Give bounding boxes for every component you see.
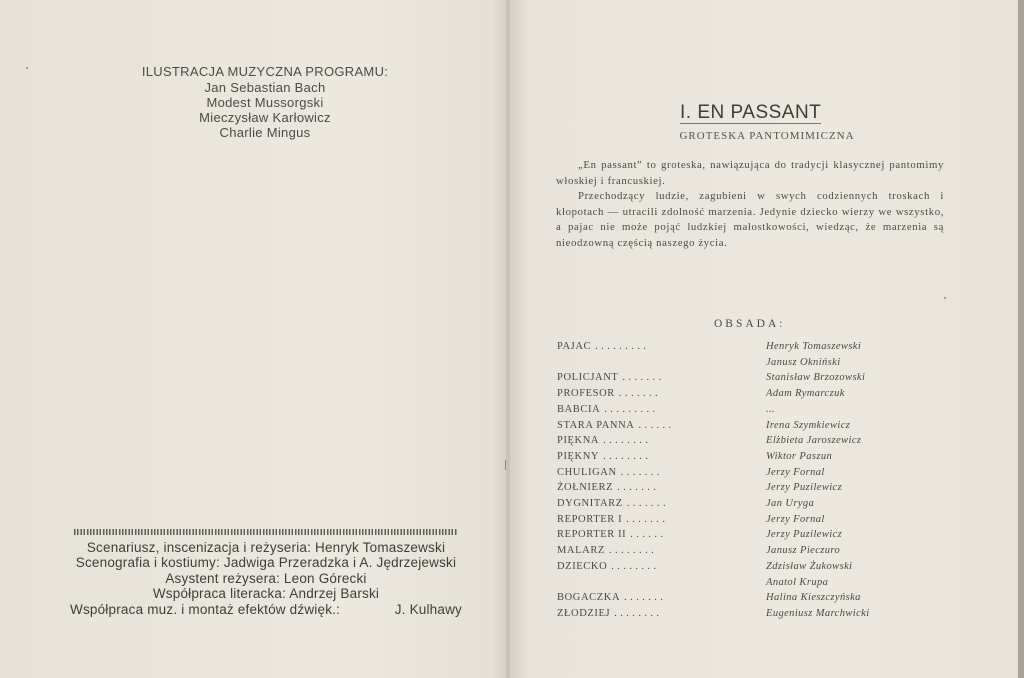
cast-role-leader-dots: ....... (626, 498, 669, 510)
cast-role-leader-dots: ....... (624, 592, 667, 604)
cast-actor-name: Irena Szymkiewicz (766, 419, 851, 431)
cast-role-leader-dots: ........ (603, 435, 652, 447)
cast-actors (766, 480, 937, 496)
cast-role (557, 465, 766, 481)
cast-actors (766, 512, 937, 528)
cast-row (557, 512, 937, 528)
cast-row (557, 480, 937, 496)
cast-row (557, 339, 937, 370)
cast-row (557, 527, 937, 543)
description-paragraph: Przechodzący ludzie, zagubieni w swych codziennych troskach i kłopotach — utracili zdolność marzenia. Jedynie dziecko wierzy we wszystko, a pajac nie może pojąć ludzkiej małostkowości, wiedząc, że marzenia są nieodzowną częścią naszego życia. (556, 190, 944, 249)
cast-row (557, 465, 937, 481)
cast-actor-name: Adam Rymarczuk (766, 388, 845, 400)
cast-role-name: PAJAC (557, 341, 592, 352)
act-subtitle: GROTESKA PANTOMIMICZNA (679, 130, 855, 142)
cast-row (557, 402, 937, 418)
credit-line-music (70, 602, 462, 617)
cast-row (557, 543, 937, 559)
composer-karlowicz: Mieczysław Karłowicz (199, 110, 331, 125)
cast-role-name: PROFESOR (557, 388, 615, 400)
cast-role (557, 449, 766, 465)
cast-actors (766, 386, 937, 402)
cast-role-name: BOGACZKA (557, 592, 621, 604)
credit-music-name: J. Kulhawy (394, 601, 462, 617)
cast-role-leader-dots: ....... (617, 482, 660, 494)
cast-actor-name: Elżbieta Jaroszewicz (766, 435, 862, 447)
cast-heading: OBSADA: (714, 318, 786, 330)
description-paragraph: „En passant” to groteska, nawiązująca do tradycji klasycznej pantomimy włoskiej i francuskiej. (556, 159, 944, 187)
decorative-dotted-rule (74, 529, 458, 535)
cast-actors (766, 590, 937, 606)
cast-role-leader-dots: ....... (622, 372, 665, 384)
cast-role (557, 402, 766, 418)
cast-actors (766, 339, 937, 370)
paper-speck (26, 67, 28, 69)
cast-actors (766, 496, 937, 512)
cast-actor-name: Jerzy Fornal (766, 466, 825, 478)
cast-row (557, 496, 937, 512)
cast-role (557, 433, 766, 449)
cast-actors (766, 606, 937, 622)
cast-role-name: DYGNITARZ (557, 498, 623, 510)
credit-line-literary: Współpraca literacka: Andrzej Barski (152, 586, 380, 602)
cast-role (557, 370, 766, 386)
cast-role-name: POLICJANT (557, 372, 619, 384)
cast-list (557, 339, 937, 622)
cast-actor-name: Jerzy Puzilewicz (766, 529, 843, 541)
cast-row (557, 559, 937, 590)
cast-actor-name: Zdzisław Żukowski (766, 560, 853, 572)
credit-line-scenography: Scenografia i kostiumy: Jadwiga Przeradzka i A. Jędrzejewski (75, 555, 457, 571)
cast-actors (766, 418, 937, 434)
cast-role-name: CHULIGAN (557, 466, 617, 478)
cast-role-leader-dots: ......... (604, 403, 659, 415)
composer-bach: Jan Sebastian Bach (204, 80, 326, 95)
cast-role (557, 527, 766, 543)
cast-actor-name: Jan Uryga (766, 498, 815, 510)
act-description (556, 158, 944, 252)
music-credits (120, 64, 410, 140)
cast-actor-name: ... (766, 403, 776, 415)
cast-actor-name: Halina Kieszczyńska (766, 592, 861, 604)
paper-speck (505, 460, 506, 470)
cast-actor-name: Wiktor Paszun (766, 450, 833, 462)
cast-actor-name: Anatol Krupa (766, 576, 829, 588)
cast-actor-name: Janusz Pieczuro (766, 545, 841, 557)
cast-role-name: PIĘKNA (557, 435, 600, 447)
cast-actors (766, 527, 937, 543)
cast-role-leader-dots: ........ (611, 560, 660, 572)
cast-role-name: BABCIA (557, 403, 601, 415)
cast-actors (766, 402, 937, 418)
act-title: I. EN PASSANT (680, 102, 822, 123)
music-credits-heading: ILUSTRACJA MUZYCZNA PROGRAMU: (141, 64, 389, 79)
cast-actor-name: Stanisław Brzozowski (766, 372, 866, 384)
cast-role (557, 606, 766, 622)
cast-role (557, 386, 766, 402)
cast-role (557, 512, 766, 528)
cast-actors (766, 559, 937, 590)
cast-actor-name: Eugeniusz Marchwicki (766, 607, 870, 619)
cast-role (557, 339, 766, 370)
cast-role-name: STARA PANNA (557, 419, 635, 431)
credit-line-assistant: Asystent reżysera: Leon Górecki (165, 570, 367, 586)
cast-role (557, 480, 766, 496)
production-credits (70, 540, 462, 617)
cast-row (557, 433, 937, 449)
cast-actor-name: Jerzy Puzilewicz (766, 482, 843, 494)
credit-line-director: Scenariusz, inscenizacja i reżyseria: Henryk Tomaszewski (86, 540, 446, 555)
cast-role-leader-dots: ........ (614, 607, 663, 619)
page-edge (1018, 0, 1024, 678)
cast-role-leader-dots: ......... (595, 341, 650, 352)
cast-row (557, 606, 937, 622)
cast-row (557, 370, 937, 386)
cast-role-name: ŻOŁNIERZ (557, 482, 614, 494)
paper-speck (944, 297, 946, 299)
cast-role-leader-dots: ...... (630, 529, 667, 541)
cast-actor-name: Henryk Tomaszewski (766, 341, 862, 352)
cast-actors (766, 433, 937, 449)
cast-role-name: REPORTER II (557, 529, 627, 541)
cast-role (557, 590, 766, 606)
cast-actor-name: Janusz Okniński (766, 356, 841, 368)
composer-mingus: Charlie Mingus (219, 125, 311, 140)
cast-role (557, 543, 766, 559)
cast-actors (766, 370, 937, 386)
left-page (0, 0, 508, 678)
cast-actors (766, 543, 937, 559)
cast-role-leader-dots: ........ (603, 450, 652, 462)
cast-row (557, 590, 937, 606)
cast-role-leader-dots: ........ (608, 545, 658, 557)
cast-role-name: MALARZ (557, 545, 605, 557)
credit-music-label: Współpraca muz. i montaż efektów dźwięk.: (70, 601, 341, 617)
cast-role (557, 496, 766, 512)
cast-role-name: ZŁODZIEJ (557, 607, 611, 619)
composer-mussorgski: Modest Mussorgski (206, 95, 324, 110)
cast-row (557, 386, 937, 402)
cast-actor-name: Jerzy Fornal (766, 513, 825, 525)
cast-row (557, 449, 937, 465)
cast-role-name: PIĘKNY (557, 450, 600, 462)
cast-role-name: DZIECKO (557, 560, 608, 572)
cast-actors (766, 465, 937, 481)
cast-role-leader-dots: ....... (626, 513, 669, 525)
cast-actors (766, 449, 937, 465)
cast-role-leader-dots: ...... (638, 419, 675, 431)
cast-row (557, 418, 937, 434)
cast-role-name: REPORTER I (557, 513, 623, 525)
cast-role-leader-dots: ....... (618, 388, 662, 400)
cast-role (557, 418, 766, 434)
cast-role-leader-dots: ....... (620, 466, 663, 478)
cast-role (557, 559, 766, 590)
